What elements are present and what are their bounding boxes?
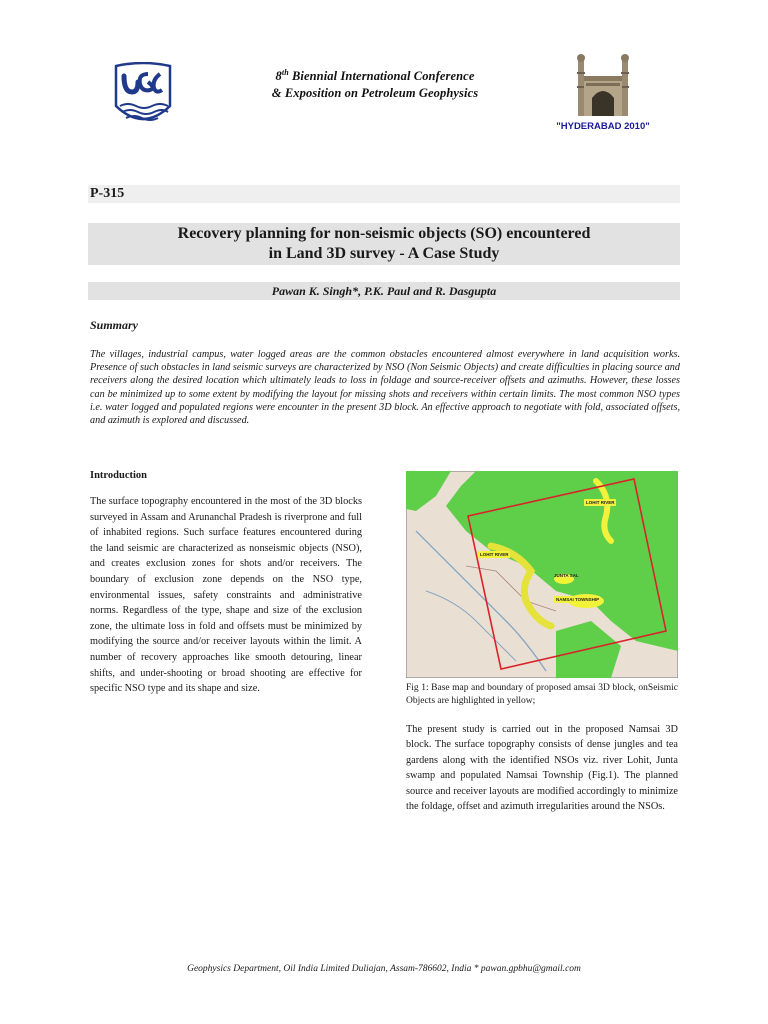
map-label-lohit-river: LOHIT RIVER: [586, 500, 615, 505]
base-map-figure: [406, 471, 678, 678]
introduction-text: The surface topography encountered in the most of the 3D blocks surveyed in Assam and Arunanchal Pradesh is riverprone and full of inhabited regions. Such surface features encountered during the land seismic are characterized as nonseismic objects (NSO), and creates exclusion zones for shots and/or receivers. The boundary of exclusion zone depends on the NSO type, environmental issues, safety constraints and administrative norms. Regardless of the type, shape and size of the exclusion zone, the ultimate loss in fold and offsets must be minimized by modifying the source and/or receiver layouts within the limit. A number of recovery approaches like smooth detouring, linear shifts, and under-shooting or broad shooting are effective for specific NSO type and its shape and size.: [90, 496, 362, 695]
footer-affiliation: Geophysics Department, Oil India Limited Duliajan, Assam-786602, India * pawan.gpbhu@gmail.com: [187, 964, 581, 974]
present-study-text: The present study is carried out in the proposed Namsai 3D block. The surface topography consists of dense jungles and tea gardens along with the identified NSOs viz. river Lohit, Junta swamp and populated Namsai Township (Fig.1). The planned source and receiver layouts are modified accordingly to minimize the foldage, offset and azimuth irregularities around the NSOs.: [406, 724, 678, 813]
map-label-lohit-river-2: LOHIT RIVER: [480, 552, 509, 557]
conference-title-line1: [230, 68, 520, 84]
introduction-heading: Introduction: [90, 470, 147, 481]
conference-title-line2: & Exposition on Petroleum Geophysics: [271, 86, 479, 100]
figure-caption: Fig 1: Base map and boundary of proposed amsai 3D block, onSeismic Objects are highlighted in yellow;: [406, 683, 678, 706]
map-label-junta-sal: JUNTA SAL: [554, 573, 579, 578]
charminar-monument-icon: [574, 50, 632, 118]
conference-title-rest: Biennial International Conference: [288, 69, 475, 84]
conference-ordinal-suffix: th: [281, 68, 289, 77]
paper-id-bar: [88, 185, 680, 203]
map-label-namsai-township: NAMSAI TOWNSHIP: [556, 597, 600, 602]
summary-text: The villages, industrial campus, water logged areas are the common obstacles encountered almost everywhere in land acquisition works. Presence of such obstacles in land seismic surveys are characterized by NSO (Non Seismic Objects) and create difficulties in placing source and receivers along the desired location which ultimately leads to loss in foldage and source-receiver offsets and azimuths. However, these losses can be minimized up to some extent by modifying the layout for missing shots and receivers within certain limits. The most common NSO types i.e. water logged and populated regions were encounter in the present 3D block. An effective approach to negotiate with fold, associated offsets, and azimuth is explored and discussed.: [90, 349, 680, 427]
paper-title-line1: Recovery planning for non-seismic objects (SO) encountered: [177, 225, 591, 242]
paper-title-line2: in Land 3D survey - A Case Study: [268, 245, 500, 262]
authors: Pawan K. Singh*, P.K. Paul and R. Dasgupta: [271, 284, 497, 298]
paper-id: P-315: [90, 186, 125, 201]
spg-logo-icon: [110, 62, 176, 132]
city-tag: "HYDERABAD 2010": [556, 121, 650, 132]
conference-ordinal: 8: [275, 69, 282, 84]
summary-heading: Summary: [90, 318, 139, 332]
